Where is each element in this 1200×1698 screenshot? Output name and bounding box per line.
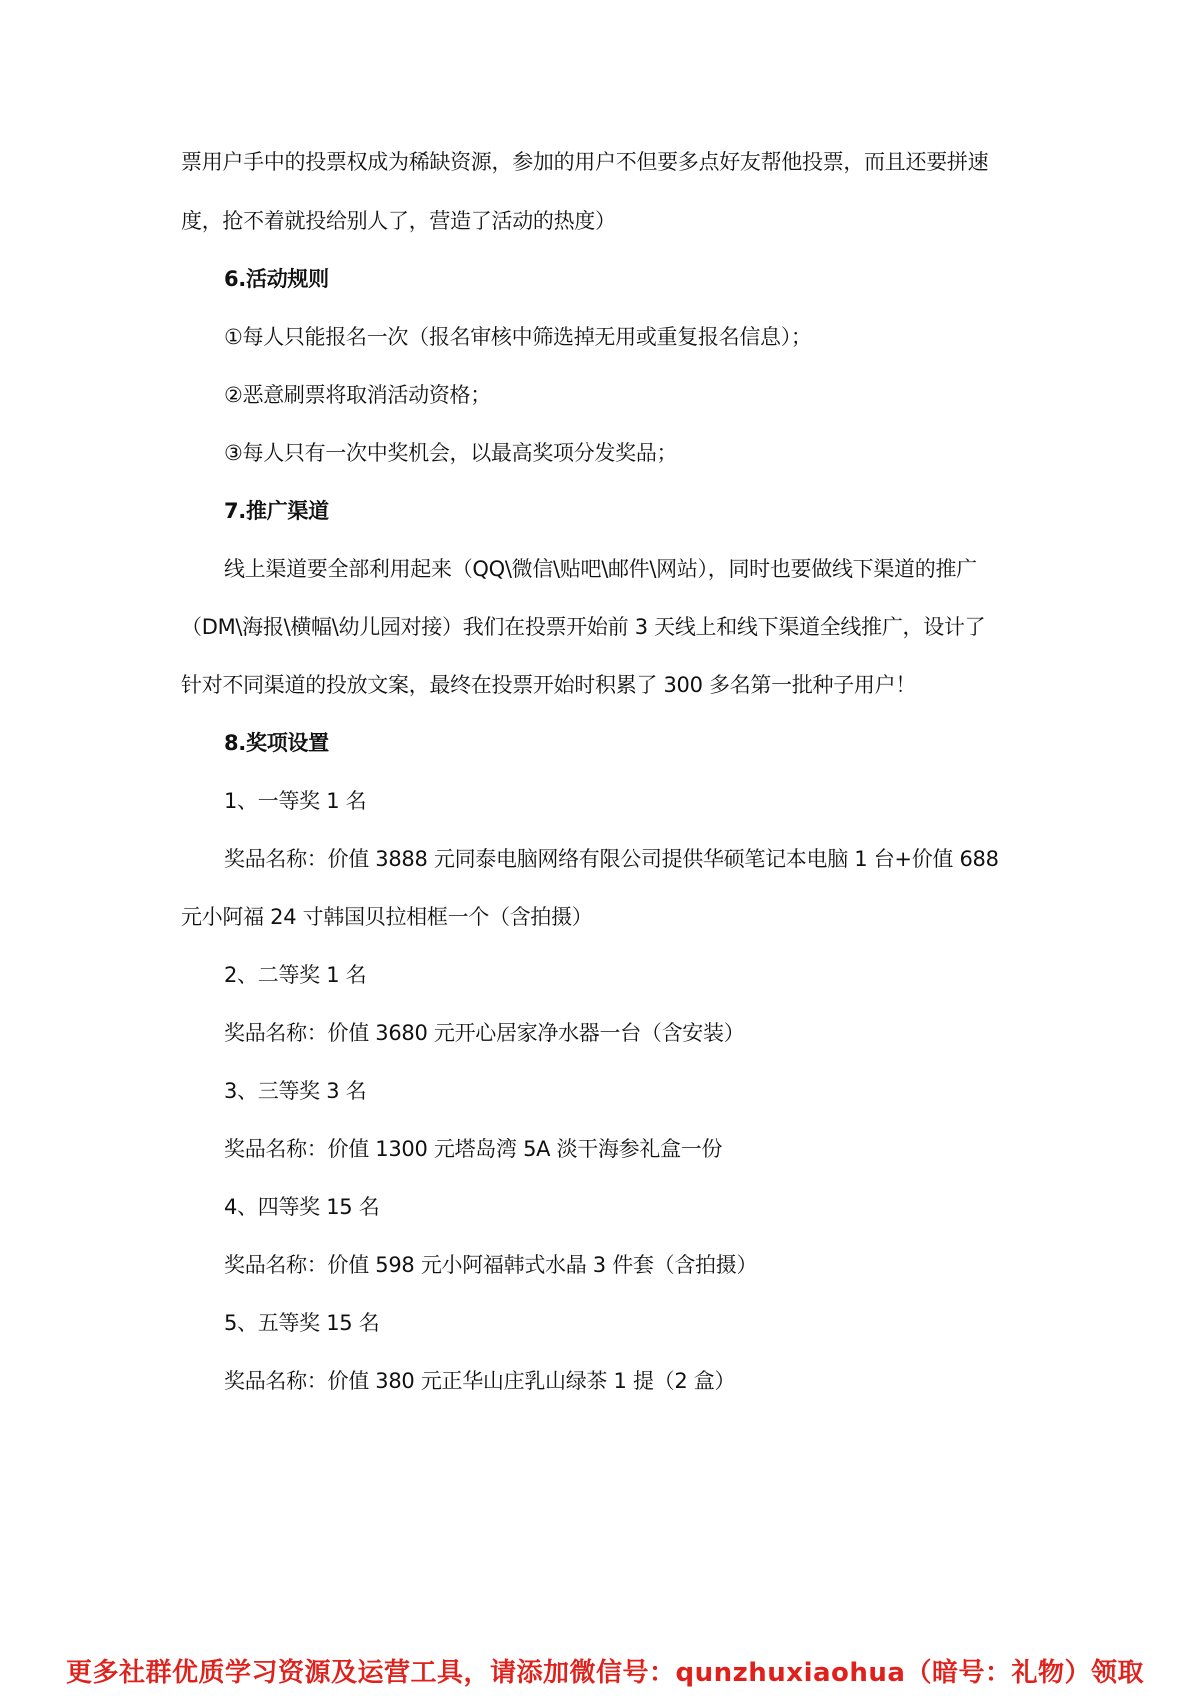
rule-1: ①每人只能报名一次（报名审核中筛选掉无用或重复报名信息）；	[224, 325, 812, 349]
prize3-title: 3、三等奖 3 名	[224, 1079, 367, 1103]
intro-line-1: 票用户手中的投票权成为稀缺资源，参加的用户不但要多点好友帮他投票，而且还要拼速	[181, 150, 989, 174]
footer-promo-text: 更多社群优质学习资源及运营工具，请添加微信号：qunzhuxiaohua（暗号：礼物）领取	[66, 1658, 1144, 1688]
section6-heading: 6.活动规则	[224, 267, 329, 291]
intro-line-2: 度，抢不着就投给别人了，营造了活动的热度）	[181, 209, 616, 233]
prize4-desc: 奖品名称：价值 598 元小阿福韩式水晶 3 件套（含拍摄）	[224, 1253, 758, 1277]
channels-line-2: （DM\海报\横幅\幼儿园对接）我们在投票开始前 3 天线上和线下渠道全线推广，设计了	[181, 615, 986, 639]
prize4-title: 4、四等奖 15 名	[224, 1195, 380, 1219]
prize2-title: 2、二等奖 1 名	[224, 963, 367, 987]
prize2-desc: 奖品名称：价值 3680 元开心居家净水器一台（含安装）	[224, 1021, 745, 1045]
prize5-title: 5、五等奖 15 名	[224, 1311, 380, 1335]
rule-2: ②恶意刷票将取消活动资格；	[224, 383, 491, 407]
prize5-desc: 奖品名称：价值 380 元正华山庄乳山绿茶 1 提（2 盒）	[224, 1369, 736, 1393]
channels-line-1: 线上渠道要全部利用起来（QQ\微信\贴吧\邮件\网站），同时也要做线下渠道的推广	[224, 557, 977, 581]
section8-heading: 8.奖项设置	[224, 731, 329, 755]
prize3-desc: 奖品名称：价值 1300 元塔岛湾 5A 淡干海参礼盒一份	[224, 1137, 723, 1161]
section7-heading: 7.推广渠道	[224, 499, 329, 523]
prize1-title: 1、一等奖 1 名	[224, 789, 367, 813]
prize1-desc-line-2: 元小阿福 24 寸韩国贝拉相框一个（含拍摄）	[181, 905, 593, 929]
channels-line-3: 针对不同渠道的投放文案，最终在投票开始时积累了 300 多名第一批种子用户！	[181, 673, 917, 697]
prize1-desc-line-1: 奖品名称：价值 3888 元同泰电脑网络有限公司提供华硕笔记本电脑 1 台+价值 688	[224, 847, 999, 871]
rule-3: ③每人只有一次中奖机会，以最高奖项分发奖品；	[224, 441, 678, 465]
